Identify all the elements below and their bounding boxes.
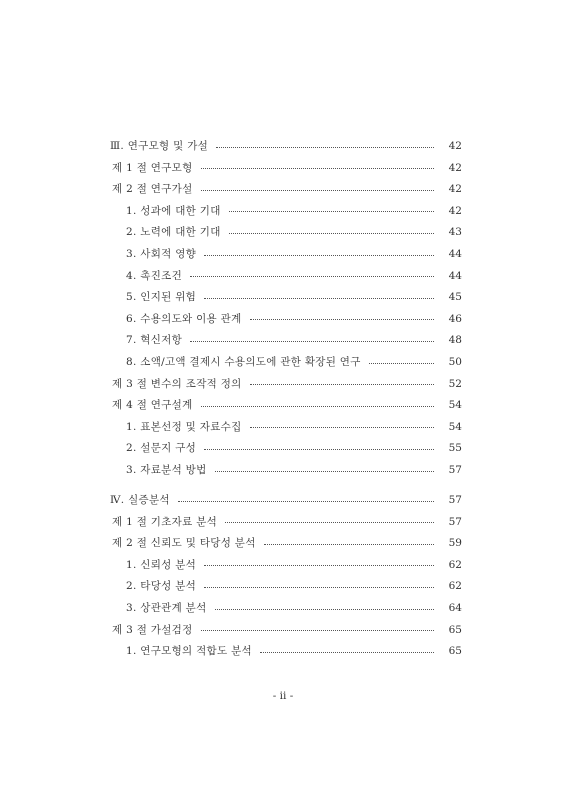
toc-entry-title: 5. 인지된 위험 <box>126 291 197 304</box>
toc-subsection-entry[interactable] <box>126 462 462 478</box>
toc-entry-title: 1. 표본선정 및 자료수집 <box>126 420 242 433</box>
toc-subsection-entry[interactable] <box>126 268 462 284</box>
dot-leader <box>204 565 434 566</box>
toc-entry-page-number: 46 <box>448 312 462 325</box>
toc-entry-page-number: 44 <box>448 248 462 260</box>
dot-leader <box>250 427 434 428</box>
toc-entry-title: 제 1 절 기초자료 분석 <box>112 515 218 528</box>
toc-entry-page-number: 42 <box>448 161 462 174</box>
toc-entry-page-number: 65 <box>448 645 462 658</box>
toc-entry-title: 1. 신뢰성 분석 <box>126 558 197 571</box>
toc-chapter-entry[interactable] <box>110 138 462 154</box>
toc-subsection-entry[interactable] <box>126 440 462 456</box>
dot-leader <box>264 544 434 545</box>
dot-leader <box>201 630 434 631</box>
toc-subsection-entry[interactable] <box>126 419 462 435</box>
toc-entry-page-number: 42 <box>448 204 462 217</box>
toc-subsection-entry[interactable] <box>126 289 462 305</box>
toc-section-entry[interactable] <box>112 535 462 551</box>
toc-entry-title: 제 2 절 신뢰도 및 타당성 분석 <box>112 537 256 550</box>
toc-entry-title: 제 4 절 연구설계 <box>112 399 193 412</box>
toc-section-entry[interactable] <box>112 622 462 638</box>
toc-entry-title: 제 3 절 가설검정 <box>112 623 193 636</box>
dot-leader <box>204 298 434 299</box>
toc-section-entry[interactable] <box>112 397 462 413</box>
toc-entry-page-number: 42 <box>448 140 462 152</box>
toc-subsection-entry[interactable] <box>126 332 462 348</box>
dot-leader <box>204 449 434 450</box>
toc-entry-title: Ⅲ. 연구모형 및 가설 <box>110 140 209 152</box>
dot-leader <box>190 276 434 277</box>
dot-leader <box>369 363 434 364</box>
toc-entry-page-number: 57 <box>448 494 462 506</box>
toc-entry-title: 6. 수용의도와 이용 관계 <box>126 312 242 325</box>
toc-entry-page-number: 57 <box>448 515 462 528</box>
toc-chapter-entry[interactable] <box>110 492 462 508</box>
toc-entry-title: 2. 노력에 대한 기대 <box>126 226 221 239</box>
toc-subsection-entry[interactable] <box>126 578 462 594</box>
toc-section-entry[interactable] <box>112 376 462 392</box>
toc-entry-page-number: 62 <box>448 558 462 571</box>
toc-subsection-entry[interactable] <box>126 557 462 573</box>
dot-leader <box>201 168 434 169</box>
toc-entry-page-number: 64 <box>448 602 462 614</box>
toc-entry-page-number: 65 <box>448 623 462 636</box>
toc-subsection-entry[interactable] <box>126 311 462 327</box>
dot-leader <box>215 471 434 472</box>
toc-entry-title: 1. 성과에 대한 기대 <box>126 204 221 217</box>
toc-subsection-entry[interactable] <box>126 600 462 616</box>
toc-entry-page-number: 57 <box>448 464 462 476</box>
dot-leader <box>201 190 434 191</box>
toc-entry-title: 1. 연구모형의 적합도 분석 <box>126 645 252 658</box>
toc-entry-page-number: 52 <box>448 377 462 390</box>
toc-entry-title: 2. 설문지 구성 <box>126 442 197 455</box>
dot-leader <box>250 384 434 385</box>
toc-entry-page-number: 54 <box>448 399 462 412</box>
toc-entry-title: 2. 타당성 분석 <box>126 580 197 593</box>
toc-entry-page-number: 42 <box>448 183 462 196</box>
toc-entry-page-number: 62 <box>448 580 462 593</box>
toc-subsection-entry[interactable] <box>126 246 462 262</box>
dot-leader <box>229 211 434 212</box>
toc-entry-page-number: 55 <box>448 442 462 455</box>
toc-entry-title: 제 1 절 연구모형 <box>112 161 193 174</box>
dot-leader <box>215 609 434 610</box>
toc-entry-page-number: 43 <box>448 226 462 239</box>
toc-entry-page-number: 48 <box>448 334 462 347</box>
dot-leader <box>204 255 434 256</box>
toc-subsection-entry[interactable] <box>126 354 462 370</box>
toc-entry-page-number: 45 <box>448 291 462 304</box>
toc-subsection-entry[interactable] <box>126 224 462 240</box>
toc-section-entry[interactable] <box>112 181 462 197</box>
toc-entry-page-number: 50 <box>448 356 462 368</box>
toc-entry-page-number: 44 <box>448 269 462 282</box>
dot-leader <box>201 406 434 407</box>
toc-entry-title: 3. 상관관계 분석 <box>126 602 207 614</box>
dot-leader <box>225 522 434 523</box>
toc-entry-title: 3. 사회적 영향 <box>126 248 197 260</box>
dot-leader <box>260 652 434 653</box>
dot-leader <box>250 319 434 320</box>
dot-leader <box>204 587 434 588</box>
toc-entry-title: 제 3 절 변수의 조작적 정의 <box>112 377 242 390</box>
dot-leader <box>178 501 434 502</box>
page-number: - ii - <box>272 690 294 702</box>
toc-subsection-entry[interactable] <box>126 203 462 219</box>
toc-entry-title: 3. 자료분석 방법 <box>126 464 207 476</box>
toc-section-entry[interactable] <box>112 160 462 176</box>
toc-entry-page-number: 54 <box>448 420 462 433</box>
dot-leader <box>216 147 434 148</box>
toc-entry-title: Ⅳ. 실증분석 <box>110 494 170 506</box>
toc-section-entry[interactable] <box>112 514 462 530</box>
toc-entry-title: 7. 혁신저항 <box>126 334 183 347</box>
toc-subsection-entry[interactable] <box>126 643 462 659</box>
toc-entry-title: 8. 소액/고액 결제시 수용의도에 관한 확장된 연구 <box>126 356 361 368</box>
dot-leader <box>190 341 434 342</box>
dot-leader <box>229 233 434 234</box>
toc-entry-page-number: 59 <box>448 537 462 550</box>
toc-entry-title: 제 2 절 연구가설 <box>112 183 193 196</box>
toc-entry-title: 4. 촉진조건 <box>126 269 183 282</box>
